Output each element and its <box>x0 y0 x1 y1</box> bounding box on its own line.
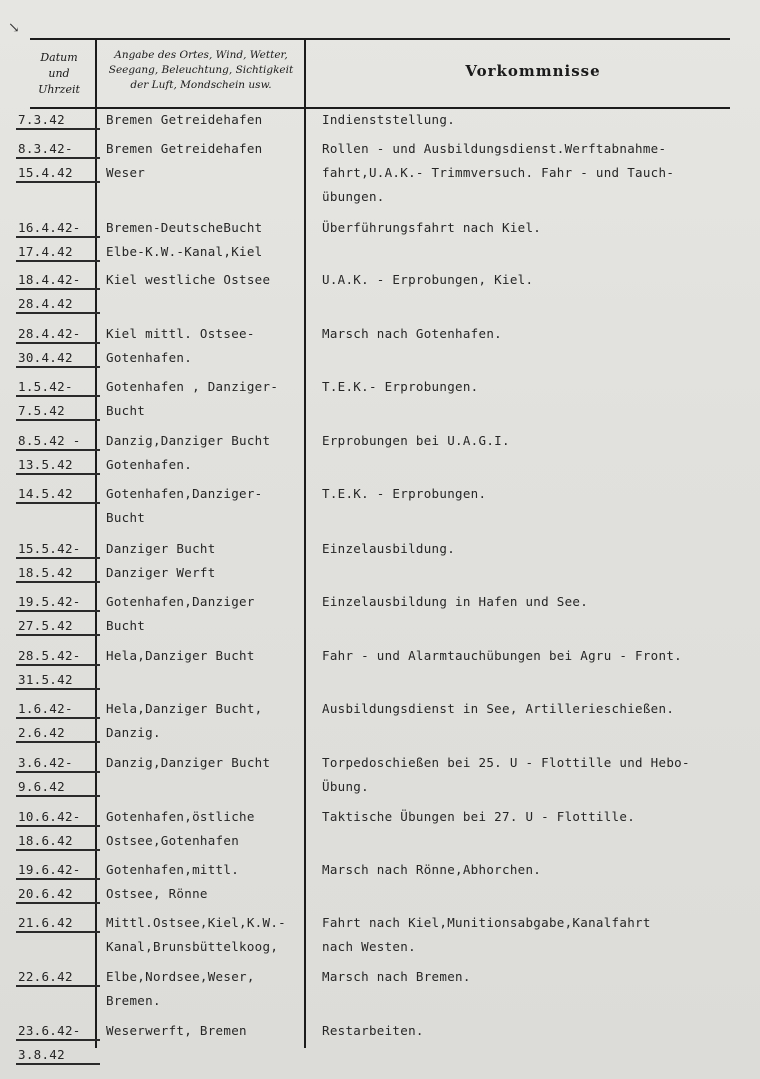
date-underline <box>16 1039 100 1041</box>
event-cell <box>322 322 757 346</box>
event-cell <box>322 644 757 668</box>
date-underline <box>16 931 100 933</box>
date-cell <box>18 137 96 185</box>
event-cell <box>322 108 757 132</box>
place-cell-line: Mittl.Ostsee,Kiel,K.W.- <box>106 915 286 930</box>
place-cell-line: Danziger Bucht <box>106 541 216 556</box>
event-cell-line: Marsch nach Bremen. <box>322 969 471 984</box>
date-cell-line: 8.3.42- <box>18 141 73 156</box>
date-cell-line: 8.5.42 - <box>18 433 81 448</box>
date-cell-line: 20.6.42 <box>18 886 73 901</box>
date-cell <box>18 268 96 316</box>
event-cell-line: U.A.K. - Erprobungen, Kiel. <box>322 272 534 287</box>
date-underline <box>16 395 100 397</box>
date-underline <box>16 419 100 421</box>
place-cell-line: Kiel westliche Ostsee <box>106 272 271 287</box>
place-cell <box>106 137 306 185</box>
event-cell-line: übungen. <box>322 189 385 204</box>
event-cell-line: Indienststellung. <box>322 112 456 127</box>
header-datum-line: Uhrzeit <box>38 83 80 96</box>
date-underline <box>16 366 100 368</box>
date-underline <box>16 902 100 904</box>
date-cell-line: 7.5.42 <box>18 403 65 418</box>
date-underline <box>16 260 100 262</box>
event-cell <box>322 537 757 561</box>
date-cell-line: 23.6.42- <box>18 1023 81 1038</box>
event-cell <box>322 216 757 240</box>
header-datum <box>28 50 90 98</box>
event-cell-line: Torpedoschießen bei 25. U - Flottille und Hebo- <box>322 755 690 770</box>
event-cell-line: Marsch nach Rönne,Abhorchen. <box>322 862 542 877</box>
event-cell-line: Übung. <box>322 779 369 794</box>
date-cell-line: 9.6.42 <box>18 779 65 794</box>
place-cell-line: Danzig. <box>106 725 161 740</box>
place-cell-line: Hela,Danziger Bucht, <box>106 701 263 716</box>
date-cell-line: 14.5.42 <box>18 486 73 501</box>
date-cell-line: 28.4.42 <box>18 296 73 311</box>
date-underline <box>16 825 100 827</box>
place-cell <box>106 644 306 668</box>
place-cell <box>106 590 306 638</box>
date-underline <box>16 795 100 797</box>
date-cell <box>18 537 96 585</box>
date-cell-line: 10.6.42- <box>18 809 81 824</box>
event-cell-line: fahrt,U.A.K.- Trimmversuch. Fahr - und Tauch- <box>322 165 675 180</box>
date-cell-line: 7.3.42 <box>18 112 65 127</box>
date-cell <box>18 751 96 799</box>
place-cell-line: Bucht <box>106 618 146 633</box>
date-cell-line: 28.4.42- <box>18 326 81 341</box>
event-cell-line: Taktische Übungen bei 27. U - Flottille. <box>322 809 636 824</box>
place-cell <box>106 911 306 959</box>
place-cell-line: Bremen Getreidehafen <box>106 141 263 156</box>
place-cell <box>106 697 306 745</box>
event-cell-line: Marsch nach Gotenhafen. <box>322 326 502 341</box>
date-underline <box>16 181 100 183</box>
date-underline <box>16 449 100 451</box>
date-cell <box>18 644 96 692</box>
date-underline <box>16 502 100 504</box>
place-cell <box>106 268 306 292</box>
place-cell-line: Gotenhafen,mittl. <box>106 862 240 877</box>
date-cell-line: 15.5.42- <box>18 541 81 556</box>
place-cell-line: Ostsee, Rönne <box>106 886 208 901</box>
place-cell <box>106 965 306 1013</box>
place-cell-line: Danzig,Danziger Bucht <box>106 755 271 770</box>
date-underline <box>16 985 100 987</box>
place-cell-line: Gotenhafen,Danziger <box>106 594 255 609</box>
date-underline <box>16 128 100 130</box>
date-cell-line: 18.5.42 <box>18 565 73 580</box>
date-underline <box>16 688 100 690</box>
place-cell-line: Gotenhafen,östliche <box>106 809 255 824</box>
place-cell <box>106 375 306 423</box>
place-cell <box>106 216 306 264</box>
place-cell-line: Gotenhafen. <box>106 457 193 472</box>
date-cell <box>18 216 96 264</box>
event-cell <box>322 697 757 721</box>
place-cell <box>106 805 306 853</box>
date-cell-line: 1.5.42- <box>18 379 73 394</box>
event-cell-line: Fahr - und Alarmtauchübungen bei Agru - Front. <box>322 648 682 663</box>
event-cell-line: Einzelausbildung in Hafen und See. <box>322 594 589 609</box>
place-cell-line: Elbe-K.W.-Kanal,Kiel <box>106 244 263 259</box>
place-cell-line: Bremen. <box>106 993 161 1008</box>
event-cell <box>322 751 757 799</box>
place-cell-line: Elbe,Nordsee,Weser, <box>106 969 255 984</box>
date-cell-line: 17.4.42 <box>18 244 73 259</box>
date-underline <box>16 1063 100 1065</box>
place-cell-line: Kiel mittl. Ostsee- <box>106 326 255 341</box>
place-cell <box>106 858 306 906</box>
place-cell-line: Gotenhafen,Danziger- <box>106 486 263 501</box>
date-cell-line: 19.6.42- <box>18 862 81 877</box>
date-cell-line: 22.6.42 <box>18 969 73 984</box>
header-datum-line: Datum <box>40 51 78 64</box>
event-cell <box>322 375 757 399</box>
event-cell <box>322 911 757 959</box>
date-cell <box>18 858 96 906</box>
date-underline <box>16 664 100 666</box>
date-underline <box>16 342 100 344</box>
date-underline <box>16 557 100 559</box>
date-cell-line: 27.5.42 <box>18 618 73 633</box>
place-cell <box>106 482 306 530</box>
place-cell-line: Bucht <box>106 403 146 418</box>
event-cell-line: Ausbildungsdienst in See, Artillerieschießen. <box>322 701 675 716</box>
event-cell-line: T.E.K.- Erprobungen. <box>322 379 479 394</box>
event-cell <box>322 429 757 453</box>
date-cell-line: 13.5.42 <box>18 457 73 472</box>
corner-mark-icon: ↘ <box>8 20 20 36</box>
date-cell <box>18 1019 96 1067</box>
date-underline <box>16 771 100 773</box>
place-cell-line: Bremen Getreidehafen <box>106 112 263 127</box>
date-underline <box>16 878 100 880</box>
event-cell-line: Überführungsfahrt nach Kiel. <box>322 220 542 235</box>
place-cell <box>106 322 306 370</box>
date-underline <box>16 157 100 159</box>
place-cell-line: Hela,Danziger Bucht <box>106 648 255 663</box>
place-cell-line: Kanal,Brunsbüttelkoog, <box>106 939 279 954</box>
date-underline <box>16 610 100 612</box>
date-cell <box>18 590 96 638</box>
place-cell <box>106 108 306 132</box>
date-underline <box>16 236 100 238</box>
header-angabe-line: Angabe des Ortes, Wind, Wetter, <box>114 49 288 61</box>
date-underline <box>16 473 100 475</box>
date-underline <box>16 312 100 314</box>
header-angabe-line: der Luft, Mondschein usw. <box>130 79 272 91</box>
date-cell-line: 2.6.42 <box>18 725 65 740</box>
date-underline <box>16 717 100 719</box>
event-cell-line: nach Westen. <box>322 939 416 954</box>
place-cell-line: Danzig,Danziger Bucht <box>106 433 271 448</box>
date-cell <box>18 375 96 423</box>
header-angabe <box>98 48 304 93</box>
event-cell-line: Restarbeiten. <box>322 1023 424 1038</box>
header-datum-line: und <box>48 67 70 80</box>
date-underline <box>16 741 100 743</box>
date-underline <box>16 581 100 583</box>
date-cell-line: 19.5.42- <box>18 594 81 609</box>
date-cell-line: 18.6.42 <box>18 833 73 848</box>
event-cell <box>322 965 757 989</box>
date-cell <box>18 429 96 477</box>
date-cell-line: 16.4.42- <box>18 220 81 235</box>
event-cell <box>322 482 757 506</box>
header-top-rule <box>30 38 730 40</box>
date-cell <box>18 697 96 745</box>
event-cell-line: Rollen - und Ausbildungsdienst.Werftabnahme- <box>322 141 667 156</box>
event-cell-line: Einzelausbildung. <box>322 541 456 556</box>
place-cell-line: Ostsee,Gotenhafen <box>106 833 240 848</box>
date-cell-line: 3.8.42 <box>18 1047 65 1062</box>
place-cell <box>106 429 306 477</box>
date-cell-line: 21.6.42 <box>18 915 73 930</box>
date-cell-line: 28.5.42- <box>18 648 81 663</box>
header-vorkommnisse: Vorkommnisse <box>465 62 601 80</box>
event-cell <box>322 1019 757 1043</box>
event-cell <box>322 268 757 292</box>
event-cell-line: Erprobungen bei U.A.G.I. <box>322 433 510 448</box>
date-cell-line: 15.4.42 <box>18 165 73 180</box>
event-cell <box>322 858 757 882</box>
event-cell <box>322 137 757 209</box>
date-cell-line: 30.4.42 <box>18 350 73 365</box>
event-cell-line: Fahrt nach Kiel,Munitionsabgabe,Kanalfahrt <box>322 915 651 930</box>
date-underline <box>16 634 100 636</box>
event-cell-line: T.E.K. - Erprobungen. <box>322 486 487 501</box>
date-underline <box>16 849 100 851</box>
date-cell <box>18 322 96 370</box>
date-cell <box>18 805 96 853</box>
event-cell <box>322 805 757 829</box>
place-cell-line: Bucht <box>106 510 146 525</box>
event-cell <box>322 590 757 614</box>
place-cell-line: Gotenhafen , Danziger- <box>106 379 279 394</box>
place-cell <box>106 751 306 775</box>
date-cell-line: 31.5.42 <box>18 672 73 687</box>
place-cell-line: Weserwerft, Bremen <box>106 1023 247 1038</box>
date-cell-line: 1.6.42- <box>18 701 73 716</box>
date-underline <box>16 288 100 290</box>
place-cell-line: Bremen-DeutscheBucht <box>106 220 263 235</box>
place-cell <box>106 537 306 585</box>
date-cell-line: 18.4.42- <box>18 272 81 287</box>
place-cell-line: Weser <box>106 165 146 180</box>
place-cell-line: Gotenhafen. <box>106 350 193 365</box>
place-cell <box>106 1019 306 1043</box>
header-angabe-line: Seegang, Beleuchtung, Sichtigkeit <box>108 64 294 76</box>
date-cell-line: 3.6.42- <box>18 755 73 770</box>
place-cell-line: Danziger Werft <box>106 565 216 580</box>
